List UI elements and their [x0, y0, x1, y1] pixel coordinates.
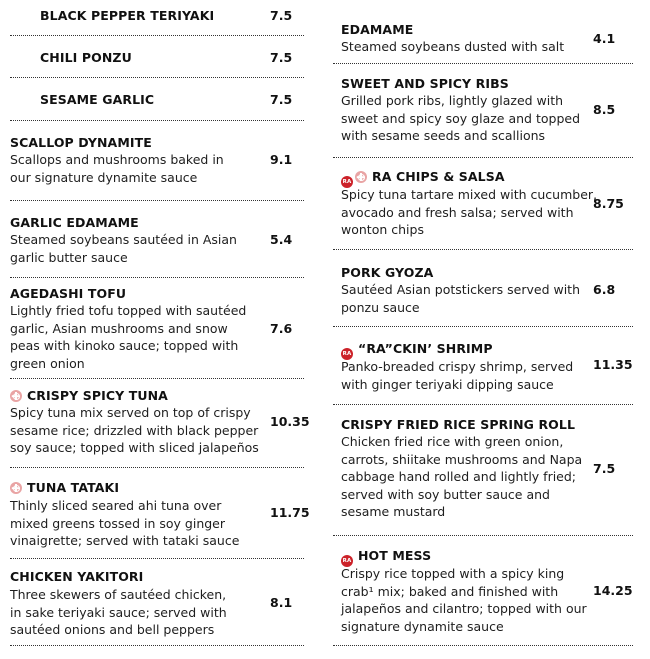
item-price: 5.4 [270, 232, 293, 247]
item-description: Sautéed Asian potstickers served with ponzu sauce [341, 282, 581, 315]
item-name: SESAME GARLIC [40, 92, 155, 107]
item-name: AGEDASHI TOFU [10, 286, 127, 301]
item-price: 10.35 [270, 414, 310, 429]
item-price: 7.5 [270, 8, 293, 23]
item-description: Steamed soybeans dusted with salt [341, 39, 565, 54]
item-description: Three skewers of sautéed chicken, in sake teriyaki sauce; served with sautéed onions and bell peppers [10, 587, 227, 638]
item-description: Spicy tuna mix served on top of crispy sesame rice; drizzled with black pepper soy sauce; topped with sliced jalapeños [10, 405, 259, 456]
item-name-text: “RA”CKIN’ SHRIMP [358, 341, 493, 356]
item-name [10, 480, 119, 497]
item-name: EDAMAME [341, 22, 414, 37]
item-price: 6.8 [593, 282, 616, 297]
item-name: GARLIC EDAMAME [10, 215, 139, 230]
dotted-divider [333, 535, 633, 536]
menu-item-racking-shrimp[interactable] [331, 328, 638, 403]
menu-item-scallop-dynamite[interactable] [0, 122, 310, 202]
dotted-divider [10, 558, 304, 559]
item-price: 8.75 [593, 196, 624, 211]
item-name-text: HOT MESS [358, 548, 432, 563]
item-description: Chicken fried rice with green onion, carrots, shiitake mushrooms and Napa cabbage hand rolled and lightly fried; served with soy butter sauce and sesame mustard [341, 434, 583, 520]
dotted-divider [333, 63, 633, 64]
item-name: BLACK PEPPER TERIYAKI [40, 8, 215, 23]
item-name-text: RA CHIPS & SALSA [372, 169, 505, 184]
raw-fish-icon [10, 390, 22, 402]
menu-item-ra-chips-salsa[interactable] [331, 159, 638, 249]
item-description: Thinly sliced seared ahi tuna over mixed greens tossed in soy ginger vinaigrette; served with tataki sauce [10, 498, 240, 549]
dotted-divider [333, 326, 633, 327]
ra-signature-icon: RA [341, 348, 353, 360]
menu-item-chili-ponzu[interactable] [0, 37, 310, 77]
item-name-text: CRISPY SPICY TUNA [27, 388, 168, 403]
item-price: 11.35 [593, 357, 633, 372]
menu-item-sesame-garlic[interactable] [0, 79, 310, 119]
dotted-divider [10, 35, 304, 36]
menu-item-tuna-tataki[interactable] [0, 469, 310, 559]
dotted-divider [10, 120, 304, 121]
item-price: 4.1 [593, 31, 616, 46]
raw-fish-icon [10, 482, 22, 494]
menu-item-garlic-edamame[interactable] [0, 202, 310, 280]
menu-item-sweet-spicy-ribs[interactable] [331, 65, 638, 155]
item-name: CRISPY FRIED RICE SPRING ROLL [341, 417, 576, 432]
dotted-divider [333, 249, 633, 250]
menu-item-black-pepper-teriyaki[interactable] [0, 0, 310, 36]
menu-item-chicken-yakitori[interactable] [0, 560, 310, 650]
dotted-divider [10, 277, 304, 278]
dotted-divider [10, 467, 304, 468]
dotted-divider [333, 645, 633, 646]
item-name: CHILI PONZU [40, 50, 132, 65]
item-name: SCALLOP DYNAMITE [10, 135, 152, 150]
menu-item-crispy-spicy-tuna[interactable] [0, 380, 310, 470]
item-description: Panko-breaded crispy shrimp, served with ginger teriyaki dipping sauce [341, 359, 574, 392]
item-price: 7.5 [270, 50, 293, 65]
ra-signature-icon: RA [341, 555, 353, 567]
item-name: SWEET AND SPICY RIBS [341, 76, 509, 91]
dotted-divider [333, 404, 633, 405]
raw-fish-icon [355, 171, 367, 183]
item-name: CHICKEN YAKITORI [10, 569, 144, 584]
item-price: 9.1 [270, 152, 293, 167]
item-description: Steamed soybeans sautéed in Asian garlic butter sauce [10, 232, 237, 265]
item-name: PORK GYOZA [341, 265, 434, 280]
ra-signature-icon: RA [341, 176, 353, 188]
item-name [10, 388, 168, 405]
item-description: Grilled pork ribs, lightly glazed with sweet and spicy soy glaze and topped with sesame seeds and scallions [341, 93, 581, 144]
item-price: 7.6 [270, 321, 293, 336]
menu-item-crispy-fried-rice-spring-roll[interactable] [331, 406, 638, 534]
dotted-divider [333, 157, 633, 158]
dotted-divider [10, 200, 304, 201]
item-price: 14.25 [593, 583, 633, 598]
item-name-text: TUNA TATAKI [27, 480, 120, 495]
menu-item-hot-mess[interactable] [331, 537, 638, 647]
item-price: 7.5 [593, 461, 616, 476]
dotted-divider [10, 645, 304, 646]
item-description: Scallops and mushrooms baked in our signature dynamite sauce [10, 152, 224, 185]
dotted-divider [10, 77, 304, 78]
item-description: Lightly fried tofu topped with sautéed garlic, Asian mushrooms and snow peas with kinoko sauce; topped with green onion [10, 303, 247, 371]
item-description: Crispy rice topped with a spicy king crab¹ mix; baked and finished with jalapeños and cilantro; topped with our signature dynamite sauce [341, 566, 587, 634]
menu-item-edamame[interactable] [331, 0, 638, 62]
item-price: 7.5 [270, 92, 293, 107]
item-price: 8.1 [270, 595, 293, 610]
item-description: Spicy tuna tartare mixed with cucumber, avocado and fresh salsa; served with wonton chips [341, 187, 598, 238]
item-price: 8.5 [593, 102, 616, 117]
menu-item-agedashi-tofu[interactable] [0, 279, 310, 375]
item-price: 11.75 [270, 505, 310, 520]
menu-item-pork-gyoza[interactable] [331, 251, 638, 325]
dotted-divider [10, 378, 304, 379]
